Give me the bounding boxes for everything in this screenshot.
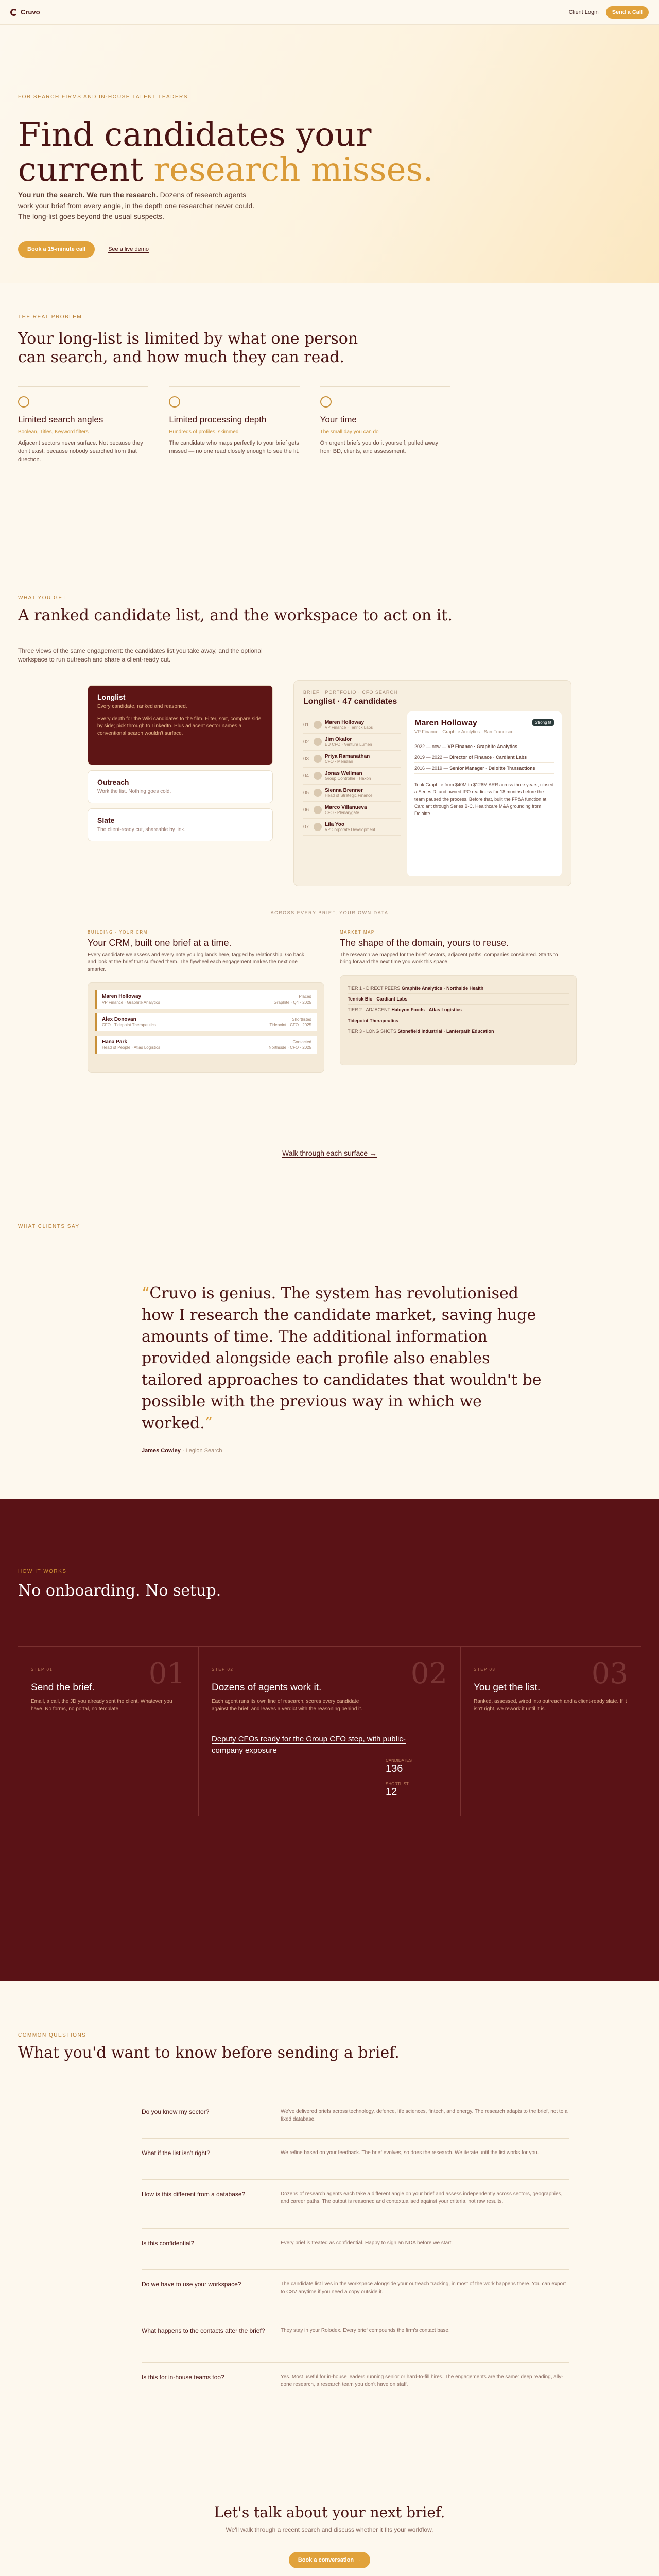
how-section: HOW IT WORKS No onboarding. No setup. STEP 01 01 Send the brief. Email, a call, the JD you already sent the client. Whatever you have. No forms, no portal, no template. STEP 02 02 Dozens of agents work it. Each agent runs its own line of research, scores every candidate against the brief, and leaves a verdict with the reasoning behind it. Deputy CFOs ready for the Group CFO step, with public-company exposure CANDIDATES 136 SHORTLIST 12 STEP 03 03 You get the list. Ranked, assessed, wired into outreach and a client-ready slate. If it isn't right, we rework it until it is. (0, 1499, 659, 1981)
step-1: STEP 01 01 Send the brief. Email, a call, the JD you already sent the client. Whatever you have. No forms, no portal, no template. (18, 1647, 199, 1816)
list-item[interactable]: 04 Jonas Wellman Group Controller · Haxon (303, 768, 401, 785)
problem-eyebrow: THE REAL PROBLEM (18, 314, 82, 320)
crm-mock (88, 982, 324, 1073)
faq-item[interactable]: What if the list isn't right? We refine based on your feedback. The brief evolves, so does the research. We iterate until the list works for you. (142, 2138, 569, 2158)
experience-row: 2019 — 2022 — Director of Finance · Cardiant Labs (414, 752, 554, 763)
tier-row: TIER 2 · ADJACENT Halcyon Foods · Atlas Logistics (348, 1005, 569, 1015)
divider-label: ACROSS EVERY BRIEF, YOUR OWN DATA (0, 910, 659, 916)
hero-section (0, 25, 659, 283)
faq-item[interactable]: How is this different from a database? Dozens of research agents each take a different angle on your brief and assess independently across sectors, geographies, and career paths. The output is reasoned and contextualised against your criteria, not raw results. (142, 2179, 569, 2206)
experience-row: 2022 — now — VP Finance · Graphite Analytics (414, 741, 554, 752)
angle-icon (18, 396, 29, 408)
hero-title: Find candidates your current research misses. (18, 116, 433, 189)
faq-item[interactable]: Is this for in-house teams too? Yes. Most useful for in-house leaders running senior or hard-to-fill hires. The engagements are the same: deep reading, ally-done research, a research team you don't have on staff. (142, 2362, 569, 2388)
tab-longlist[interactable]: Longlist Every candidate, ranked and reasoned. Every depth for the Wiki candidates to the film. Filter, sort, compare side by side; pick through to LinkedIn. Plus adjacent sector names a conventional search wouldn't surface. (88, 685, 273, 765)
market-mock (340, 975, 577, 1065)
list-item[interactable]: 01 Maren Holloway VP Finance · Tenrick Labs (303, 717, 401, 734)
clock-icon (320, 396, 332, 408)
faq-item[interactable]: Is this confidential? Every brief is treated as confidential. Happy to sign an NDA before we start. (142, 2228, 569, 2248)
avatar (314, 738, 322, 746)
nav-cta-button[interactable]: Send a Call (606, 6, 649, 19)
tier-row: Tenrick Bio · Cardiant Labs (348, 994, 569, 1005)
deliverable-title: A ranked candidate list, and the workspace to act on it. (18, 606, 453, 624)
list-item[interactable]: 03 Priya Ramanathan CFO · Meridian (303, 751, 401, 768)
tab-slate[interactable]: Slate The client-ready cut, shareable by link. (88, 808, 273, 841)
testimonial-author: James Cowley · Legion Search (142, 1448, 222, 1454)
hero-lead: You run the search. We run the research. Dozens of research agents work your brief from every angle, in the depth one researcher never could. The long-list goes beyond the usual suspects. (18, 191, 255, 221)
tier-row: TIER 3 · LONG SHOTS Stonefield Industrial · Lanterpath Education (348, 1026, 569, 1037)
longlist-panel: BRIEF · PORTFOLIO · CFO SEARCH Longlist · 47 candidates 01 Maren Holloway VP Finance · Tenrick Labs 02 Jim Okafor EU CFO · Ventura Lumen 03 Priya Ramanathan CFO · Meridian 04 Jonas Wellman Group Controller · Haxon 05 Sienna Brenner Head of Strategic Finance 06 Marco Villanueva CFO · Plenarygate 07 Lila Yoo VP Corporate Development Maren Holloway VP Finance · Graphite Analytics · San Francisco Strong fit 2022 — now — VP Finance · Graphite Analytics 2019 — 2022 — Director of Finance · Cardiant Labs 2016 — 2019 — Senior Manager · Deloitte Transactions Took Graphite from $40M to $128M ARR across three years, closed a Series D, and owned IPO readiness for 18 months before the team paused the process. Before that, built the FP&A function at Cardiant through Series B-C. Healthcare M&A grounding from Deloitte. (293, 680, 571, 886)
client-login-link[interactable]: Client Login (568, 9, 599, 15)
deliverable-lead: Three views of the same engagement: the candidates list you take away, and the optional workspace to run outreach and share a client-ready cut. (18, 647, 263, 663)
testimonial-quote: “Cruvo is genius. The system has revolutionised how I research the candidate market, saving huge amounts of time. The additional information provided alongside each profile also enables tailored approaches to candidates that wouldn't be possible with the previous way in which we worked.” (142, 1284, 542, 1432)
avatar (314, 806, 322, 814)
candidate-list (303, 717, 401, 836)
tab-outreach[interactable]: Outreach Work the list. Nothing goes cold. (88, 770, 273, 803)
hero-eyebrow: FOR SEARCH FIRMS AND IN-HOUSE TALENT LEADERS (18, 94, 188, 100)
deliverable-section (0, 544, 659, 1203)
tier-row: TIER 1 · DIRECT PEERS Graphite Analytics · Northside Health (348, 983, 569, 994)
book-conversation-button[interactable]: Book a conversation → (289, 2552, 370, 2568)
faq-item[interactable]: What happens to the contacts after the brief? They stay in your Rolodex. Every brief compounds the firm's contact base. (142, 2316, 569, 2335)
how-title: No onboarding. No setup. (18, 1582, 221, 1600)
problem-section (0, 283, 659, 544)
faq-title: What you'd want to know before sending a brief. (18, 2044, 400, 2062)
avatar (314, 755, 322, 763)
book-call-button[interactable]: Book a 15-minute call (18, 241, 95, 258)
problem-title: Your long-list is limited by what one person can search, and how much they can read. (18, 330, 358, 366)
avatar (314, 721, 322, 729)
step-3: STEP 03 03 You get the list. Ranked, assessed, wired into outreach and a client-ready slate. If it isn't right, we rework it until it is. (474, 1657, 628, 1712)
table-row[interactable]: Hana Park Head of People · Atlas Logistics Contacted Northside · CFO · 2025 (95, 1036, 317, 1054)
faq-section: COMMON QUESTIONS What you'd want to know before sending a brief. Do you know my sector? We've delivered briefs across technology, defence, life sciences, fintech, and energy. The research adapts to the brief, not to a fixed database. What if the list isn't right? We refine based on your feedback. The brief evolves, so does the research. We iterate until the list works for you. How is this different from a database? Dozens of research agents each take a different angle on your brief and assess independently across sectors, geographies, and career paths. The output is reasoned and contextualised against your criteria, not raw results. Is this confidential? Every brief is treated as confidential. Happy to sign an NDA before we start. Do we have to use your workspace? The candidate list lives in the workspace alongside your outreach tracking, in most of the work happens there. You can export to CSV anytime if you need a copy outside it. What happens to the contacts after the brief? They stay in your Rolodex. Every brief compounds the firm's contact base. Is this for in-house teams too? Yes. Most useful for in-house leaders running senior or hard-to-fill hires. The engagements are the same: deep reading, ally-done research, a research team you don't have on staff. Let's talk about your next brief. We'll walk through a recent search and discuss whether it fits your workflow. Book a conversation → (0, 1981, 659, 2576)
table-row[interactable]: Alex Donovan CFO · Tidepoint Therapeutics Shortlisted Tidepoint · CFO · 2025 (95, 1013, 317, 1031)
avatar (314, 789, 322, 797)
brand-logo[interactable]: Cruvo (10, 8, 40, 16)
status-badge: Strong fit (532, 719, 554, 726)
tier-row: Tidepoint Therapeutics (348, 1015, 569, 1026)
depth-icon (169, 396, 180, 408)
problem-item: Limited processing depth Hundreds of profiles, skimmed The candidate who maps perfectly to your brief gets missed — no one read closely enough to see the fit. (169, 386, 299, 464)
experience-row: 2016 — 2019 — Senior Manager · Deloitte Transactions (414, 763, 554, 774)
final-cta: Let's talk about your next brief. We'll walk through a recent search and discuss whether it fits your workflow. Book a conversation → (0, 2504, 659, 2576)
list-item[interactable]: 05 Sienna Brenner Head of Strategic Finance (303, 785, 401, 802)
faq-item[interactable]: Do we have to use your workspace? The candidate list lives in the workspace alongside your outreach tracking, in most of the work happens there. You can export to CSV anytime if you need a copy outside it. (142, 2269, 569, 2296)
walkthrough-link[interactable]: Walk through each surface → (282, 1149, 377, 1157)
problem-item: Limited search angles Boolean, Titles, Keyword filters Adjacent sectors never surface. Not because they don't exist, because nobody searched from that direction. (18, 386, 148, 464)
list-item[interactable]: 02 Jim Okafor EU CFO · Ventura Lumen (303, 734, 401, 751)
step-2: STEP 02 02 Dozens of agents work it. Each agent runs its own line of research, scores every candidate against the brief, and leaves a verdict with the reasoning behind it. Deputy CFOs ready for the Group CFO step, with public-company exposure CANDIDATES 136 SHORTLIST 12 (199, 1647, 461, 1816)
top-nav (0, 0, 659, 25)
testimonial-section: WHAT CLIENTS SAY “Cruvo is genius. The system has revolutionised how I research the candidate market, saving huge amounts of time. The additional information provided alongside each profile also enables tailored approaches to candidates that wouldn't be possible with the previous way in which we worked.” James Cowley · Legion Search (0, 1203, 659, 1499)
list-item[interactable]: 06 Marco Villanueva CFO · Plenarygate (303, 802, 401, 819)
live-demo-link[interactable]: See a live demo (108, 246, 149, 252)
candidate-detail: Maren Holloway VP Finance · Graphite Analytics · San Francisco Strong fit 2022 — now — VP Finance · Graphite Analytics 2019 — 2022 — Director of Finance · Cardiant Labs 2016 — 2019 — Senior Manager · Deloitte Transactions Took Graphite from $40M to $128M ARR across three years, closed a Series D, and owned IPO readiness for 18 months before the team paused the process. Before that, built the FP&A function at Cardiant through Series B-C. Healthcare M&A grounding from Deloitte. (407, 711, 562, 876)
crm-card: BUILDING · YOUR CRM Your CRM, built one brief at a time. Every candidate we assess and every note you log lands here, tagged by relationship. Go back and look at the brief that surfaced them. The flywheel each engagement makes the next one smarter. Maren Holloway VP Finance · Graphite Analytics Placed Graphite · Q4 · 2025 Alex Donovan CFO · Tidepoint Therapeutics Shortlisted Tidepoint · CFO · 2025 Hana Park Head of People · Atlas Logistics Contacted Northside · CFO · 2025 (88, 930, 324, 1073)
problem-item: Your time The small day you can do On urgent briefs you do it yourself, pulled away from BD, clients, and assessment. (320, 386, 450, 464)
market-map-card: MARKET MAP The shape of the domain, yours to reuse. The research we mapped for the brief: sectors, adjacent paths, companies considered. Starts to bring forward the next time you work this space. TIER 1 · DIRECT PEERS Graphite Analytics · Northside Health Tenrick Bio · Cardiant Labs TIER 2 · ADJACENT Halcyon Foods · Atlas Logistics Tidepoint Therapeutics TIER 3 · LONG SHOTS Stonefield Industrial · Lanterpath Education (340, 930, 577, 1065)
logo-icon (10, 9, 18, 16)
faq-item[interactable]: Do you know my sector? We've delivered briefs across technology, defence, life sciences, fintech, and energy. The research adapts to the brief, not to a fixed database. (142, 2097, 569, 2123)
table-row[interactable]: Maren Holloway VP Finance · Graphite Analytics Placed Graphite · Q4 · 2025 (95, 990, 317, 1009)
deliverable-eyebrow: WHAT YOU GET (18, 595, 67, 601)
avatar (314, 823, 322, 831)
avatar (314, 772, 322, 780)
list-item[interactable]: 07 Lila Yoo VP Corporate Development (303, 819, 401, 836)
